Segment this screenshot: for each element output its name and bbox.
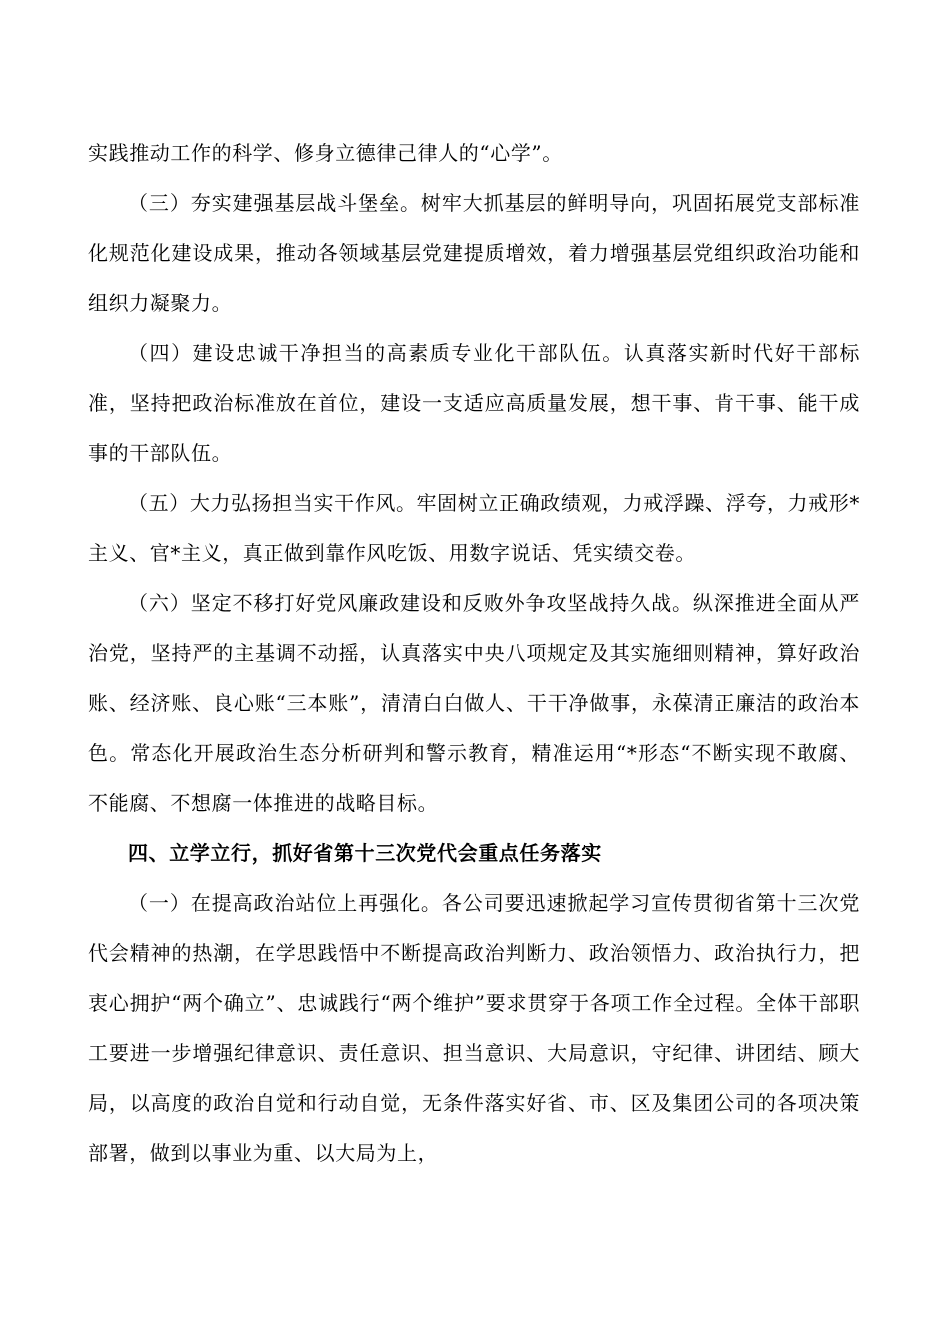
paragraph-item-6: （六）坚定不移打好党风廉政建设和反败外争攻坚战持久战。纵深推进全面从严治党，坚持严的主基调不动摇，认真落实中央八项规定及其实施细则精神，算好政治账、经济账、良心账“三本账”，清清白白做人、干干净做事，永葆清正廉洁的政治本色。常态化开展政治生态分析研判和警示教育，精准运用“*形态“不断实现不敢腐、不能腐、不想腐一体推进的战略目标。 (88, 591, 860, 815)
section-paragraph-item-1: （一）在提高政治站位上再强化。各公司要迅速掀起学习宣传贯彻省第十三次党代会精神的热潮，在学思践悟中不断提高政治判断力、政治领悟力、政治执行力，把衷心拥护“两个确立”、忠诚践行“两个维护”要求贯穿于各项工作全过程。全体干部职工要进一步增强纪律意识、责任意识、担当意识、大局意识，守纪律、讲团结、顾大局，以高度的政治自觉和行动自觉，无条件落实好省、市、区及集团公司的各项决策部署，做到以事业为重、以大局为上， (88, 891, 860, 1165)
paragraph-item-5: （五）大力弘扬担当实干作风。牢固树立正确政绩观，力戒浮躁、浮夸，力戒形*主义、官*主义，真正做到靠作风吃饭、用数字说话、凭实绩交卷。 (88, 491, 860, 565)
document-body (88, 128, 860, 1178)
paragraph-continuation: 实践推动工作的科学、修身立德律己律人的“心学”。 (88, 141, 563, 165)
paragraph-item-3: （三）夯实建强基层战斗堡垒。树牢大抓基层的鲜明导向，巩固拓展党支部标准化规范化建设成果，推动各领域基层党建提质增效，着力增强基层党组织政治功能和组织力凝聚力。 (88, 191, 860, 315)
section-heading: 四、立学立行，抓好省第十三次党代会重点任务落实 (128, 841, 602, 865)
paragraph-item-4: （四）建设忠诚干净担当的高素质专业化干部队伍。认真落实新时代好干部标准，坚持把政治标准放在首位，建设一支适应高质量发展，想干事、肯干事、能干成事的干部队伍。 (88, 341, 860, 465)
